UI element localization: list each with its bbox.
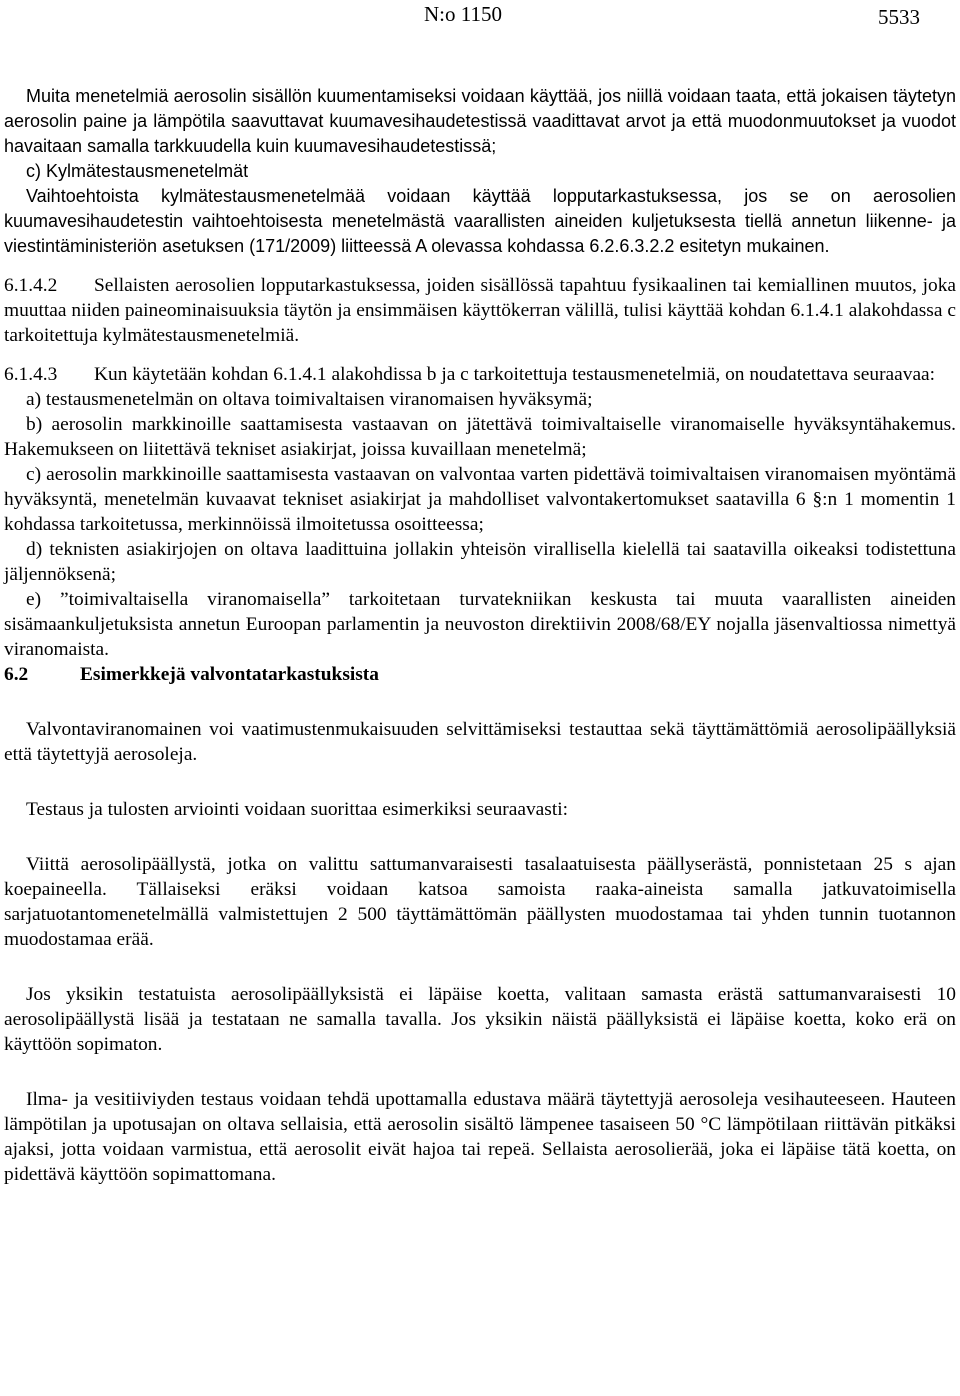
paragraph-4: Jos yksikin testatuista aerosolipäällyksistä ei läpäise koetta, valitaan samasta erästä sattumanvaraisesti 10 aerosolipäällystä lisää ja testataan ne samalla tavalla. Jos yksikin näistä päällyksistä ei läpäise koetta, koko erä on käyttöön sopimaton. bbox=[4, 984, 956, 1055]
page-number: 5533 bbox=[878, 5, 920, 29]
list-item-c: c) aerosolin markkinoille saattamisesta vastaavan on valvontaa varten pidettävä toimivaltaisen viranomaisen myöntämä hyväksyntä, menetelmän kuvaavat tekniset asiakirjat ja mahdolliset valvontakertomukset saatavilla 6 §:n 1 momentin 1 kohdassa tarkoitetussa, merkinnöissä ilmoitetussa osoitteessa; bbox=[4, 464, 956, 535]
cold-test-heading: c) Kylmätestausmenetelmät bbox=[26, 161, 249, 181]
section-number: 6.1.4.3 bbox=[4, 364, 58, 385]
paragraph-1: Valvontaviranomainen voi vaatimustenmukaisuuden selvittämiseksi testauttaa sekä täyttämättömiä aerosolipäällyksiä että täytettyjä aerosoleja. bbox=[4, 719, 956, 765]
heading-title: Esimerkkejä valvontatarkastuksista bbox=[80, 664, 379, 685]
intro-paragraph: Muita menetelmiä aerosolin sisällön kuumentamiseksi voidaan käyttää, jos niillä voidaan taata, että jokaisen täytetyn aerosolin paine ja lämpötila saavuttavat kuumavesihaudetestissä vaadittavat arvot ja että muodonmuutokset ja vuodot havaitaan samalla tarkkuudella kuin kuumavesihaudetestissä; bbox=[4, 86, 956, 156]
list-item-d: d) teknisten asiakirjojen on oltava laadittuina jollakin yhteisön virallisella kielellä tai saatavilla oikeaksi todistettuna jäljennöksenä; bbox=[4, 539, 956, 585]
section-6-1-4-3 bbox=[4, 362, 956, 387]
paragraph-2: Testaus ja tulosten arviointi voidaan suorittaa esimerkiksi seuraavasti: bbox=[26, 799, 568, 820]
issue-number: N:o 1150 bbox=[424, 2, 502, 26]
list-item-b: b) aerosolin markkinoille saattamisesta vastaavan on jätettävä toimivaltaiselle viranomaiselle hyväksyntähakemus. Hakemukseen on liitettävä tekniset asiakirjat, joissa kuvaillaan menetelmä; bbox=[4, 414, 956, 460]
list-item-a: a) testausmenetelmän on oltava toimivaltaisen viranomaisen hyväksymä; bbox=[26, 389, 593, 410]
section-text: Sellaisten aerosolien lopputarkastuksessa, joiden sisällössä tapahtuu fysikaalinen tai kemiallinen muutos, joka muuttaa niiden paineominaisuuksia täytön ja ensimmäisen käyttökerran välillä, tulisi käyttää kohdan 6.1.4.1 alakohdassa c tarkoitettuja kylmätestausmenetelmiä. bbox=[4, 275, 956, 346]
section-number: 6.1.4.2 bbox=[4, 275, 58, 296]
section-text: Kun käytetään kohdan 6.1.4.1 alakohdissa b ja c tarkoitettuja testausmenetelmiä, on noudatettava seuraavaa: bbox=[94, 364, 936, 385]
heading-number: 6.2 bbox=[4, 664, 29, 685]
list-item-e: e) ”toimivaltaisella viranomaisella” tarkoitetaan turvatekniikan keskusta tai muuta vaarallisten aineiden sisämaankuljetuksista annetun Euroopan parlamentin ja neuvoston direktiivin 2008/68/EY nojalla jäsenvaltiossa nimettyä viranomaista. bbox=[4, 589, 956, 660]
section-6-1-4-2 bbox=[4, 273, 956, 348]
section-heading-6-2 bbox=[4, 662, 956, 687]
paragraph-3: Viittä aerosolipäällystä, jotka on valittu sattumanvaraisesti tasalaatuisesta päällyserästä, ponnistetaan 25 s ajan koepaineella. Tällaiseksi eräksi voidaan katsoa samoista raaka-aineista samalla jatkuvatoimisella sarjatuotantomenetelmällä valmistettujen 2 500 täyttämättömän päällysten muodostamaa tai yhden tunnin tuotannon muodostamaa erää. bbox=[4, 854, 956, 950]
cold-test-paragraph: Vaihtoehtoista kylmätestausmenetelmää voidaan käyttää lopputarkastuksessa, jos se on aerosolien kuumavesihaudetestin vaihtoehtoisesta menetelmästä vaarallisten aineiden kuljetuksesta tiellä annetun liikenne- ja viestintäministeriön asetuksen (171/2009) liitteessä A olevassa kohdassa 6.2.6.3.2.2 esitetyn mukainen. bbox=[4, 186, 956, 256]
paragraph-5: Ilma- ja vesitiiviyden testaus voidaan tehdä upottamalla edustava määrä täytettyjä aerosoleja vesihauteeseen. Hauteen lämpötilan ja upotusajan on oltava sellaisia, että aerosolin sisältö lämpenee tasaiseen 50 °C lämpötilaan riittävän pitkäksi ajaksi, jotta voidaan varmistua, että aerosolit eivät hajoa tai repeä. Sellaista aerosolierää, joka ei läpäise tätä koetta, on pidettävä käyttöön sopimattomana. bbox=[4, 1089, 956, 1185]
document-body bbox=[4, 84, 956, 1187]
